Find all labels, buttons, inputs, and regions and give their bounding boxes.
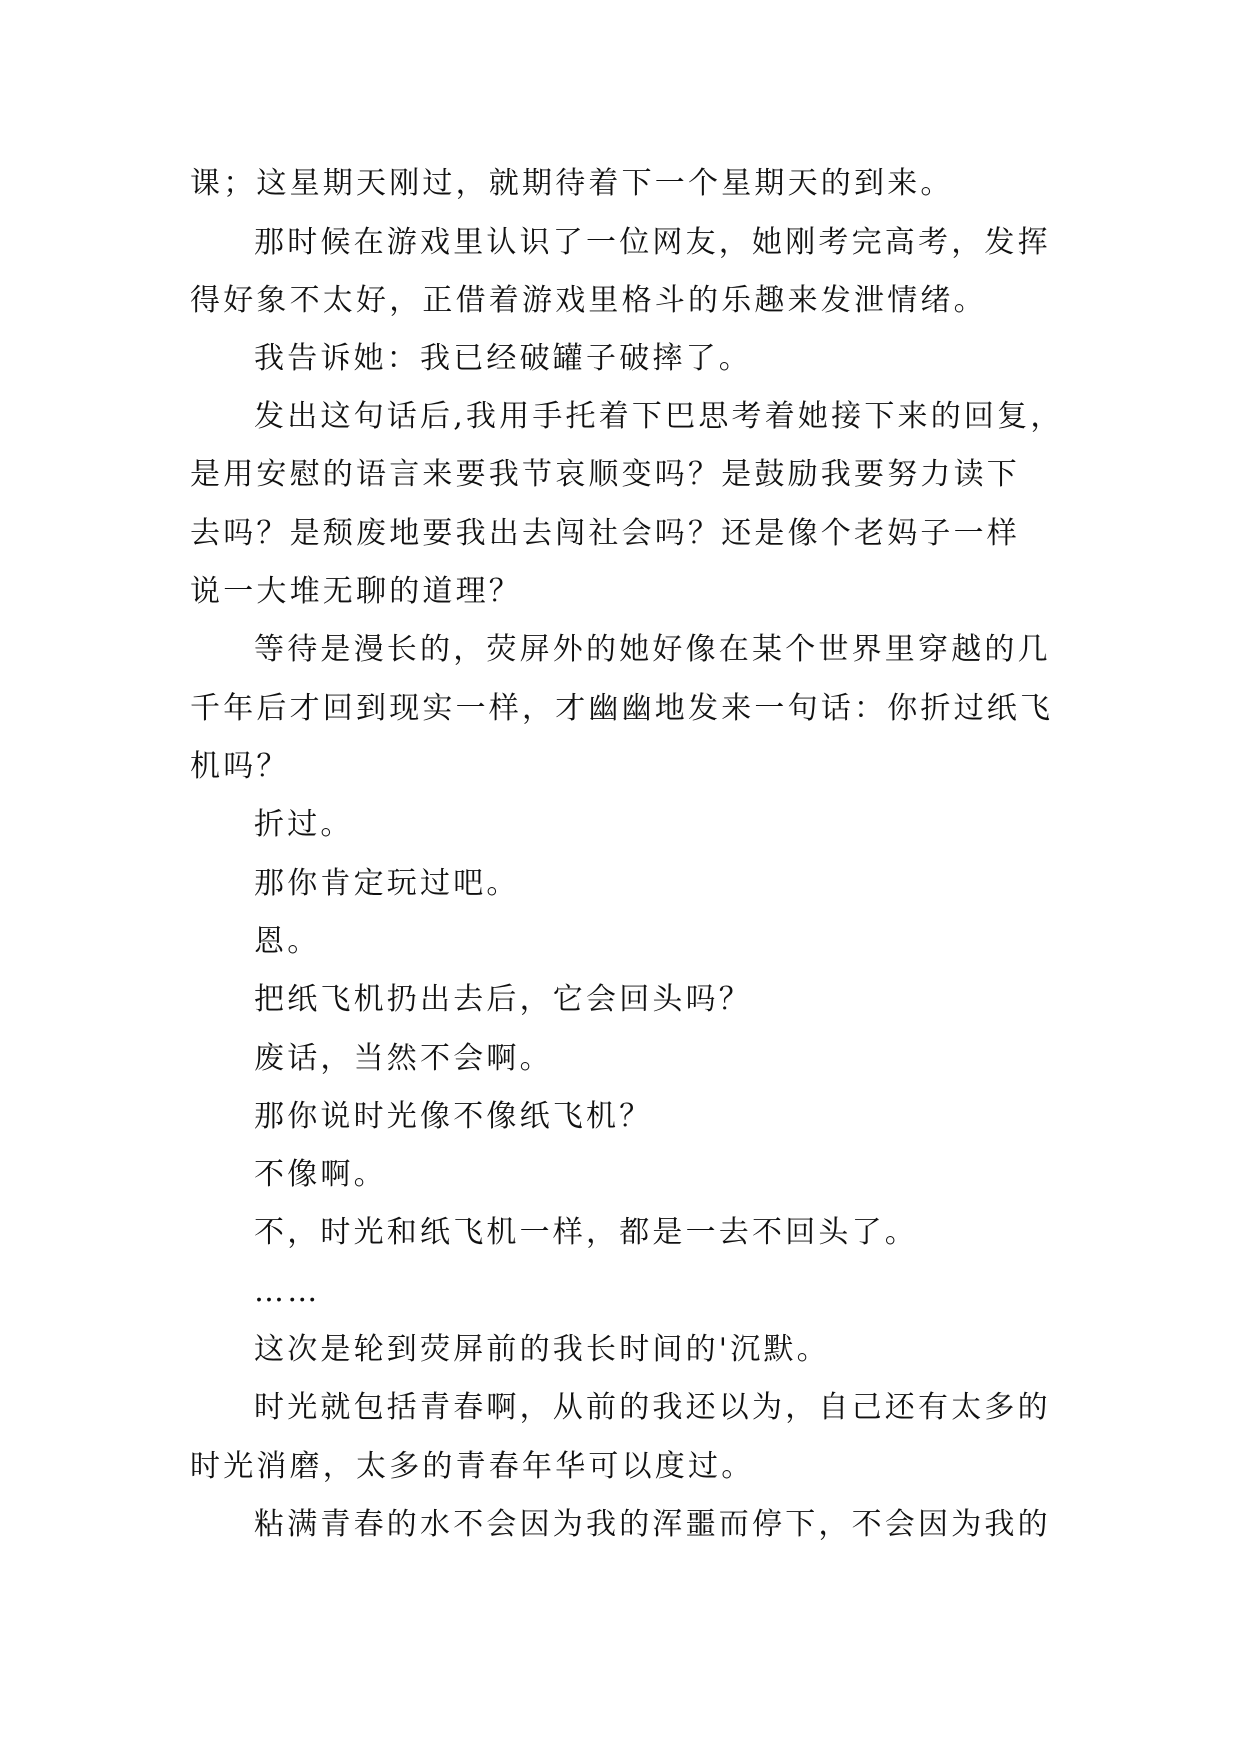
text-line: 时光就包括青春啊，从前的我还以为，自己还有太多的	[254, 1390, 1051, 1425]
text-line: 这次是轮到荧屏前的我长时间的'沉默。	[254, 1332, 830, 1367]
text-line: 得好象不太好，正借着游戏里格斗的乐趣来发泄情绪。	[190, 283, 987, 318]
text-line: 那时候在游戏里认识了一位网友，她刚考完高考，发挥	[254, 225, 1051, 260]
text-line: 废话，当然不会啊。	[254, 1041, 553, 1076]
text-line: 不像啊。	[254, 1157, 387, 1192]
text-line: 粘满青春的水不会因为我的浑噩而停下，不会因为我的	[254, 1507, 1051, 1542]
text-line: 把纸飞机扔出去后，它会回头吗？	[254, 982, 752, 1017]
text-line: 是用安慰的语言来要我节哀顺变吗？是鼓励我要努力读下	[190, 457, 1020, 492]
text-line: 等待是漫长的，荧屏外的她好像在某个世界里穿越的几	[254, 632, 1051, 667]
text-line: ……	[254, 1274, 321, 1309]
text-line: 机吗？	[190, 749, 290, 784]
text-line: 不，时光和纸飞机一样，都是一去不回头了。	[254, 1215, 918, 1250]
text-line: 发出这句话后,我用手托着下巴思考着她接下来的回复，	[254, 399, 1064, 434]
text-line: 我告诉她：我已经破罐子破摔了。	[254, 341, 752, 376]
text-line: 千年后才回到现实一样，才幽幽地发来一句话：你折过纸飞	[190, 691, 1054, 726]
text-line: 说一大堆无聊的道理？	[190, 574, 522, 609]
text-line: 课；这星期天刚过，就期待着下一个星期天的到来。	[190, 166, 954, 201]
text-line: 折过。	[254, 807, 354, 842]
text-line: 时光消磨，太多的青春年华可以度过。	[190, 1449, 755, 1484]
text-line: 恩。	[254, 924, 321, 959]
text-line: 那你说时光像不像纸飞机？	[254, 1099, 653, 1134]
text-line: 那你肯定玩过吧。	[254, 866, 520, 901]
text-line: 去吗？是颓废地要我出去闯社会吗？还是像个老妈子一样	[190, 516, 1020, 551]
